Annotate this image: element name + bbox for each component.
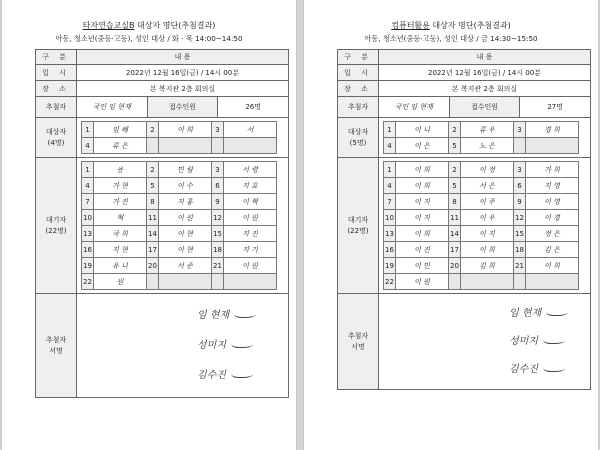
entry-name: 이 민 [396,258,449,274]
class-name: 타자연습교실B [82,21,135,30]
grid-row [82,178,277,194]
entry-name: 지 영 [526,178,579,194]
entry-number: 12 [212,210,224,226]
info-table [337,49,591,390]
grid-row [384,138,579,154]
entry-number: 20 [147,258,159,274]
entry-name: 서 은 [461,178,514,194]
empty-cell [526,138,579,154]
entry-name: 지 기 [224,242,277,258]
entry-number: 5 [449,178,461,194]
recommender-label: 추첨자 [338,97,379,118]
entry-number: 4 [82,178,94,194]
entry-name: 이 희 [396,226,449,242]
datetime-value: 2022년 12월 16일(금) / 14시 00분 [77,65,289,81]
entry-number: 4 [82,138,94,154]
entry-name: 이 은 [396,138,449,154]
sign-label [36,294,77,398]
selected-count: (5명) [349,138,367,147]
entry-name: 서 준 [159,258,212,274]
header-content: 내 용 [379,50,591,65]
entry-number: 15 [212,226,224,242]
empty-cell [514,274,526,290]
entry-number: 22 [82,274,94,290]
entry-name: 경 희 [526,122,579,138]
grid-row [384,178,579,194]
waiting-table [81,161,277,290]
entry-number: 10 [82,210,94,226]
entry-number: 9 [514,194,526,210]
sign-label-text: 추첨자 [347,331,369,340]
signature-cell [77,294,289,398]
applicants-label: 접수인원 [449,97,520,118]
place-label: 장 소 [338,81,379,97]
entry-number: 7 [384,194,396,210]
entry-name: 이 혁 [224,194,277,210]
grid-row [82,122,277,138]
entry-name: 이 수 [159,178,212,194]
entry-number: 22 [384,274,396,290]
entry-number: 10 [384,210,396,226]
entry-name: 가 희 [526,162,579,178]
entry-number: 14 [449,226,461,242]
grid-row [82,194,277,210]
entry-number: 14 [147,226,159,242]
empty-cell [212,274,224,290]
entry-name: 임 혜 [94,122,147,138]
class-name: 컴퓨터활용 [391,21,430,30]
selected-label [36,118,77,158]
datetime-label: 일 시 [338,65,379,81]
grid-row [82,242,277,258]
entry-number: 17 [147,242,159,258]
entry-number: 8 [147,194,159,210]
entry-number: 13 [82,226,94,242]
entry-number: 4 [384,138,396,154]
recommender-name: 국인 임 현재 [77,97,148,118]
entry-name: 이 희 [396,178,449,194]
entry-name: 유 니 [94,258,147,274]
sign-label-text-2: 서명 [49,346,63,355]
selected-cell [77,118,289,158]
applicants-count: 27명 [520,97,591,118]
header-content: 내 용 [77,50,289,65]
entry-number: 4 [384,178,396,194]
entry-name: 국 희 [94,226,147,242]
entry-name: 이 지 [461,226,514,242]
waiting-label [338,158,379,294]
signature-2: 성미지 [197,336,254,351]
info-table [35,49,289,398]
entry-name: 이 우 [461,210,514,226]
grid-row [384,242,579,258]
selected-label-text: 대상자 [347,127,369,136]
entry-name: 이 영 [526,194,579,210]
entry-number: 21 [514,258,526,274]
entry-name: 서 [224,122,277,138]
entry-number: 6 [212,178,224,194]
waiting-cell [77,158,289,294]
entry-number: 11 [449,210,461,226]
entry-name: 류 우 [461,122,514,138]
entry-number: 8 [449,194,461,210]
entry-number: 3 [212,122,224,138]
entry-name: 이 원 [396,274,449,290]
waiting-count: (22명) [347,226,369,235]
sign-label-text-2: 서명 [351,342,365,351]
entry-number: 2 [449,162,461,178]
empty-cell [212,138,224,154]
waiting-count: (22명) [45,226,67,235]
selected-count: (4명) [47,138,65,147]
entry-number: 18 [514,242,526,258]
signature-1: 임 현재 [197,306,257,321]
entry-name: 노 은 [461,138,514,154]
waiting-label-text: 대기자 [347,215,369,224]
signature-cell [379,294,591,390]
waiting-label [36,158,77,294]
entry-number: 13 [384,226,396,242]
document-page-right [304,0,598,450]
entry-number: 1 [82,122,94,138]
entry-number: 15 [514,226,526,242]
entry-name: 이 경 [526,210,579,226]
entry-name: 이 니 [396,122,449,138]
entry-number: 2 [449,122,461,138]
entry-number: 16 [82,242,94,258]
document-title [2,20,296,31]
entry-number: 19 [384,258,396,274]
empty-cell [224,274,277,290]
entry-name: 이 원 [159,210,212,226]
entry-number: 2 [147,162,159,178]
place-value: 본 복지관 2층 회의실 [77,81,289,97]
empty-cell [461,274,514,290]
entry-name: 가 진 [94,194,147,210]
entry-name: 원 [94,274,147,290]
entry-name: 김 은 [526,242,579,258]
entry-number: 7 [82,194,94,210]
grid-row [384,162,579,178]
entry-number: 20 [449,258,461,274]
signature-2: 성미지 [509,332,566,347]
datetime-value: 2022년 12월 16일(금) / 14시 00분 [379,65,591,81]
place-value: 본 복지관 2층 회의실 [379,81,591,97]
entry-name: 이 희 [461,242,514,258]
entry-name: 이 현 [159,242,212,258]
empty-cell [147,274,159,290]
empty-cell [159,138,212,154]
entry-name: 이 지 [396,210,449,226]
grid-row [82,274,277,290]
entry-name: 서 령 [224,162,277,178]
entry-number: 6 [514,178,526,194]
entry-number: 3 [514,162,526,178]
entry-number: 16 [384,242,396,258]
entry-number: 5 [147,178,159,194]
grid-row [384,194,579,210]
title-text: 대상자 명단(추첨결과) [429,21,511,30]
entry-number: 3 [514,122,526,138]
grid-row [384,226,579,242]
recommender-name: 국인 임 현재 [379,97,450,118]
entry-number: 12 [514,210,526,226]
waiting-table [383,161,579,290]
empty-cell [159,274,212,290]
document-subtitle: 아동, 청소년(중등·고등), 성인 대상 / 금 14:30~15:50 [364,34,538,43]
grid-row [384,122,579,138]
datetime-label: 일 시 [36,65,77,81]
entry-name: 이 지 [396,194,449,210]
entry-name: 가 현 [94,178,147,194]
entry-number: 9 [212,194,224,210]
document-subtitle: 아동, 청소년(중등·고등), 성인 대상 / 화 · 목 14:00~14:50 [55,34,243,43]
entry-name: 이 정 [461,162,514,178]
waiting-label-text: 대기자 [45,215,67,224]
applicants-count: 26명 [218,97,289,118]
sign-label-text: 추첨자 [45,335,67,344]
grid-row [82,210,277,226]
entry-name: 류 은 [94,138,147,154]
document-title [304,20,598,31]
entry-name: 민 림 [159,162,212,178]
selected-cell [379,118,591,158]
signature-3: 김수진 [509,360,566,375]
entry-number: 3 [212,162,224,178]
entry-name: 김 희 [461,258,514,274]
entry-number: 17 [449,242,461,258]
entry-name: 정 은 [526,226,579,242]
selected-table [383,121,579,154]
header-category: 구 분 [338,50,379,65]
entry-number: 21 [212,258,224,274]
grid-row [384,274,579,290]
waiting-cell [379,158,591,294]
entry-name: 지 현 [94,242,147,258]
selected-table [81,121,277,154]
entry-name: 용 [94,162,147,178]
entry-name: 이 원 [224,210,277,226]
title-text: 대상자 명단(추첨결과) [134,21,216,30]
entry-name: 이 진 [396,242,449,258]
entry-name: 지 진 [224,226,277,242]
empty-cell [147,138,159,154]
entry-name: 지 효 [224,178,277,194]
sign-label [338,294,379,390]
entry-name: 이 희 [526,258,579,274]
grid-row [384,210,579,226]
grid-row [82,138,277,154]
entry-number: 18 [212,242,224,258]
applicants-label: 접수인원 [147,97,218,118]
entry-number: 5 [449,138,461,154]
place-label: 장 소 [36,81,77,97]
entry-number: 1 [384,122,396,138]
entry-name: 이 현 [159,226,212,242]
entry-number: 2 [147,122,159,138]
entry-name: 이 희 [396,162,449,178]
grid-row [82,162,277,178]
entry-number: 1 [82,162,94,178]
selected-label-text: 대상자 [45,127,67,136]
entry-number: 19 [82,258,94,274]
entry-number: 11 [147,210,159,226]
recommender-label: 추첨자 [36,97,77,118]
selected-label [338,118,379,158]
grid-row [384,258,579,274]
header-category: 구 분 [36,50,77,65]
document-page-left [2,0,296,450]
entry-name: 지 홍 [159,194,212,210]
signature-1: 임 현재 [509,304,569,319]
entry-name: 이 희 [159,122,212,138]
entry-name: 혁 [94,210,147,226]
empty-cell [514,138,526,154]
entry-number: 1 [384,162,396,178]
signature-3: 김수진 [197,366,254,381]
grid-row [82,226,277,242]
empty-cell [526,274,579,290]
empty-cell [449,274,461,290]
entry-name: 이 주 [461,194,514,210]
empty-cell [224,138,277,154]
grid-row [82,258,277,274]
entry-name: 이 원 [224,258,277,274]
